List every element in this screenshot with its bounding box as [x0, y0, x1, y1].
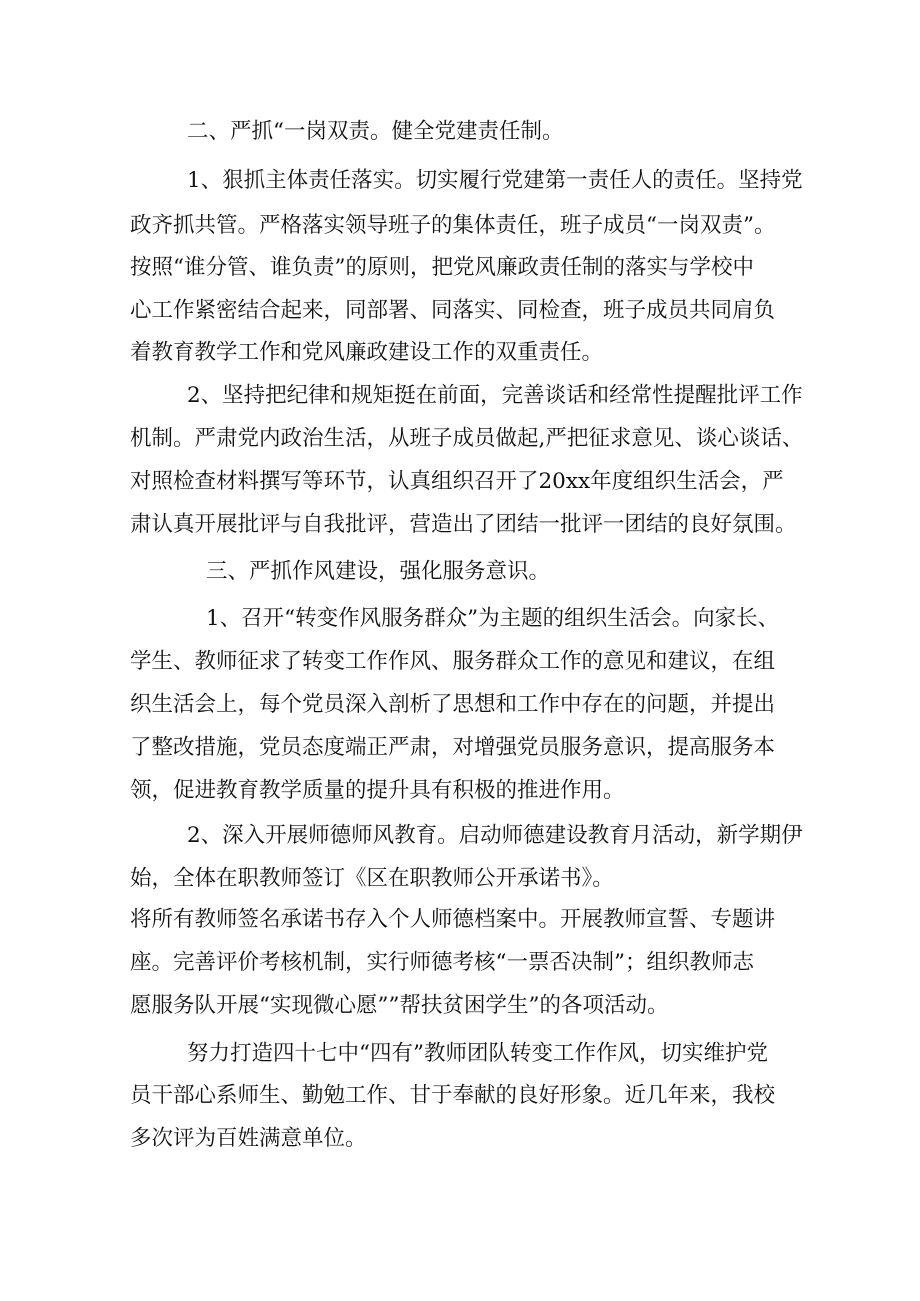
paragraph-line: 始，全体在职教师签订《区在职教师公开承诺书》。: [130, 866, 614, 891]
paragraph-line: 政齐抓共管。严格落实领导班子的集体责任，班子成员“一岗双责”。: [130, 213, 776, 238]
paragraph-line: 努力打造四十七中“四有”教师团队转变工作作风，切实维护党: [187, 1041, 768, 1066]
paragraph-line: 学生、教师征求了转变工作作风、服务群众工作的意见和建议，在组: [130, 649, 776, 674]
paragraph-line: 1、召开“转变作风服务群众”为主题的组织生活会。向家长、: [206, 606, 780, 631]
paragraph-line: 座。完善评价考核机制，实行师德考核“一票否决制”；组织教师志: [130, 950, 754, 975]
paragraph-line: 多次评为百姓满意单位。: [130, 1126, 367, 1151]
paragraph-line: 1、狠抓主体责任落实。切实履行党建第一责任人的责任。坚持党: [187, 168, 803, 193]
paragraph-line: 肃认真开展批评与自我批评，营造出了团结一批评一团结的良好氛围。: [130, 512, 797, 537]
paragraph-line: 2、坚持把纪律和规矩挺在前面，完善谈话和经常性提醒批评工作: [187, 383, 803, 408]
paragraph-line: 愿服务队开展“实现微心愿””帮扶贫困学生”的各项活动。: [130, 993, 669, 1018]
paragraph-line: 按照“谁分管、谁负责”的原则，把党风廉政责任制的落实与学校中: [130, 255, 754, 280]
paragraph-line: 2、深入开展师德师风教育。启动师德建设教育月活动，新学期伊: [187, 823, 803, 848]
paragraph-line: 领，促进教育教学质量的提升具有积极的推进作用。: [130, 778, 625, 803]
paragraph-line: 员干部心系师生、勤勉工作、甘于奉献的良好形象。近几年来，我校: [130, 1083, 776, 1108]
paragraph-line: 将所有教师签名承诺书存入个人师德档案中。开展教师宣誓、专题讲: [130, 907, 776, 932]
section-heading: 三、严抓作风建设，强化服务意识。: [206, 559, 551, 584]
section-heading: 二、严抓“一岗双责。健全党建责任制。: [187, 119, 564, 144]
paragraph-line: 着教育教学工作和党风廉政建设工作的双重责任。: [130, 340, 604, 365]
paragraph-line: 了整改措施，党员态度端正严肃，对增强党员服务意识，提高服务本: [130, 735, 776, 760]
paragraph-line: 对照检查材料撰写等环节，认真组织召开了20xx年度组织生活会，严: [130, 469, 784, 494]
paragraph-line: 机制。严肃党内政治生活，从班子成员做起,严把征求意见、谈心谈话、: [130, 426, 804, 451]
paragraph-line: 织生活会上，每个党员深入剖析了思想和工作中存在的问题，并提出: [130, 692, 776, 717]
paragraph-line: 心工作紧密结合起来，同部署、同落实、同检查，班子成员共同肩负: [130, 298, 776, 323]
